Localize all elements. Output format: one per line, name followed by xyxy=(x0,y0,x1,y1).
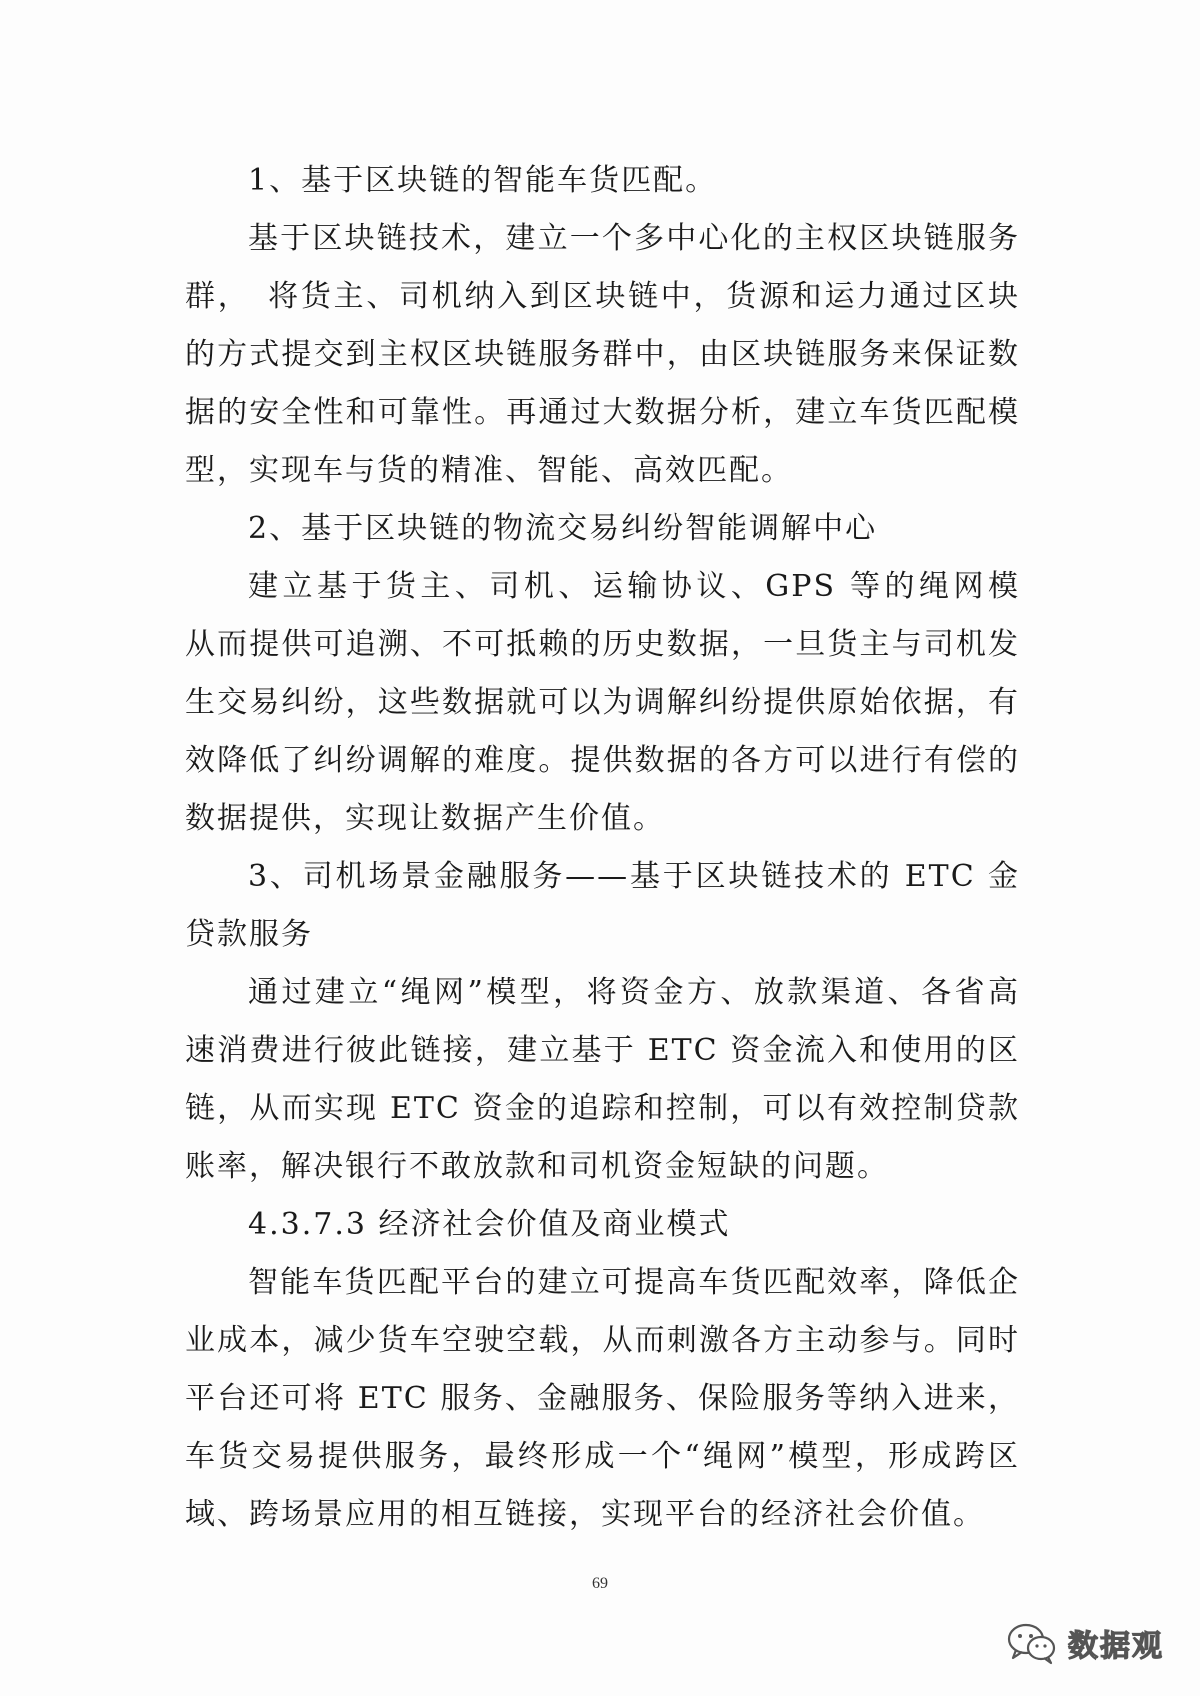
page-number: 69 xyxy=(592,1575,608,1592)
text-line: 2、基于区块链的物流交易纠纷智能调解中心 xyxy=(248,511,878,546)
text-line: 从而提供可追溯、不可抵赖的历史数据，一旦货主与司机发 xyxy=(185,627,1020,662)
wechat-icon xyxy=(1006,1621,1058,1665)
text-line: 生交易纠纷，这些数据就可以为调解纠纷提供原始依据，有 xyxy=(185,685,1020,720)
text-line: 据的安全性和可靠性。再通过大数据分析，建立车货匹配模 xyxy=(185,395,1020,430)
text-line: 群， 将货主、司机纳入到区块链中，货源和运力通过区块 xyxy=(185,279,1020,314)
text-line: 平台还可将 ETC 服务、金融服务、保险服务等纳入进来， xyxy=(185,1381,1020,1416)
text-line: 基于区块链技术，建立一个多中心化的主权区块链服务 xyxy=(248,221,1020,256)
text-line: 3、司机场景金融服务——基于区块链技术的 ETC 金 xyxy=(248,859,1020,894)
text-line: 通过建立“绳网”模型，将资金方、放款渠道、各省高 xyxy=(248,975,1020,1010)
text-line: 贷款服务 xyxy=(185,917,313,952)
text-line: 效降低了纠纷调解的难度。提供数据的各方可以进行有偿的 xyxy=(185,743,1020,778)
text-line: 车货交易提供服务，最终形成一个“绳网”模型，形成跨区 xyxy=(185,1439,1020,1474)
text-line: 建立基于货主、司机、运输协议、GPS 等的绳网模 xyxy=(248,569,1020,604)
text-line: 型，实现车与货的精准、智能、高效匹配。 xyxy=(185,453,793,488)
text-line: 账率，解决银行不敢放款和司机资金短缺的问题。 xyxy=(185,1149,889,1184)
text-line: 速消费进行彼此链接，建立基于 ETC 资金流入和使用的区 xyxy=(185,1033,1020,1068)
text-line: 数据提供，实现让数据产生价值。 xyxy=(185,801,665,836)
text-line: 1、基于区块链的智能车货匹配。 xyxy=(248,163,718,198)
text-line: 智能车货匹配平台的建立可提高车货匹配效率，降低企 xyxy=(248,1265,1020,1300)
text-line: 链，从而实现 ETC 资金的追踪和控制，可以有效控制贷款 xyxy=(185,1091,1020,1126)
text-line: 域、跨场景应用的相互链接，实现平台的经济社会价值。 xyxy=(185,1497,985,1532)
text-line: 的方式提交到主权区块链服务群中，由区块链服务来保证数 xyxy=(185,337,1020,372)
watermark-text: 数据观 xyxy=(1068,1629,1164,1664)
text-line: 4.3.7.3 经济社会价值及商业模式 xyxy=(248,1207,731,1242)
document-body xyxy=(185,152,1020,1544)
watermark xyxy=(1006,1618,1164,1668)
text-line: 业成本，减少货车空驶空载，从而刺激各方主动参与。同时 xyxy=(185,1323,1020,1358)
